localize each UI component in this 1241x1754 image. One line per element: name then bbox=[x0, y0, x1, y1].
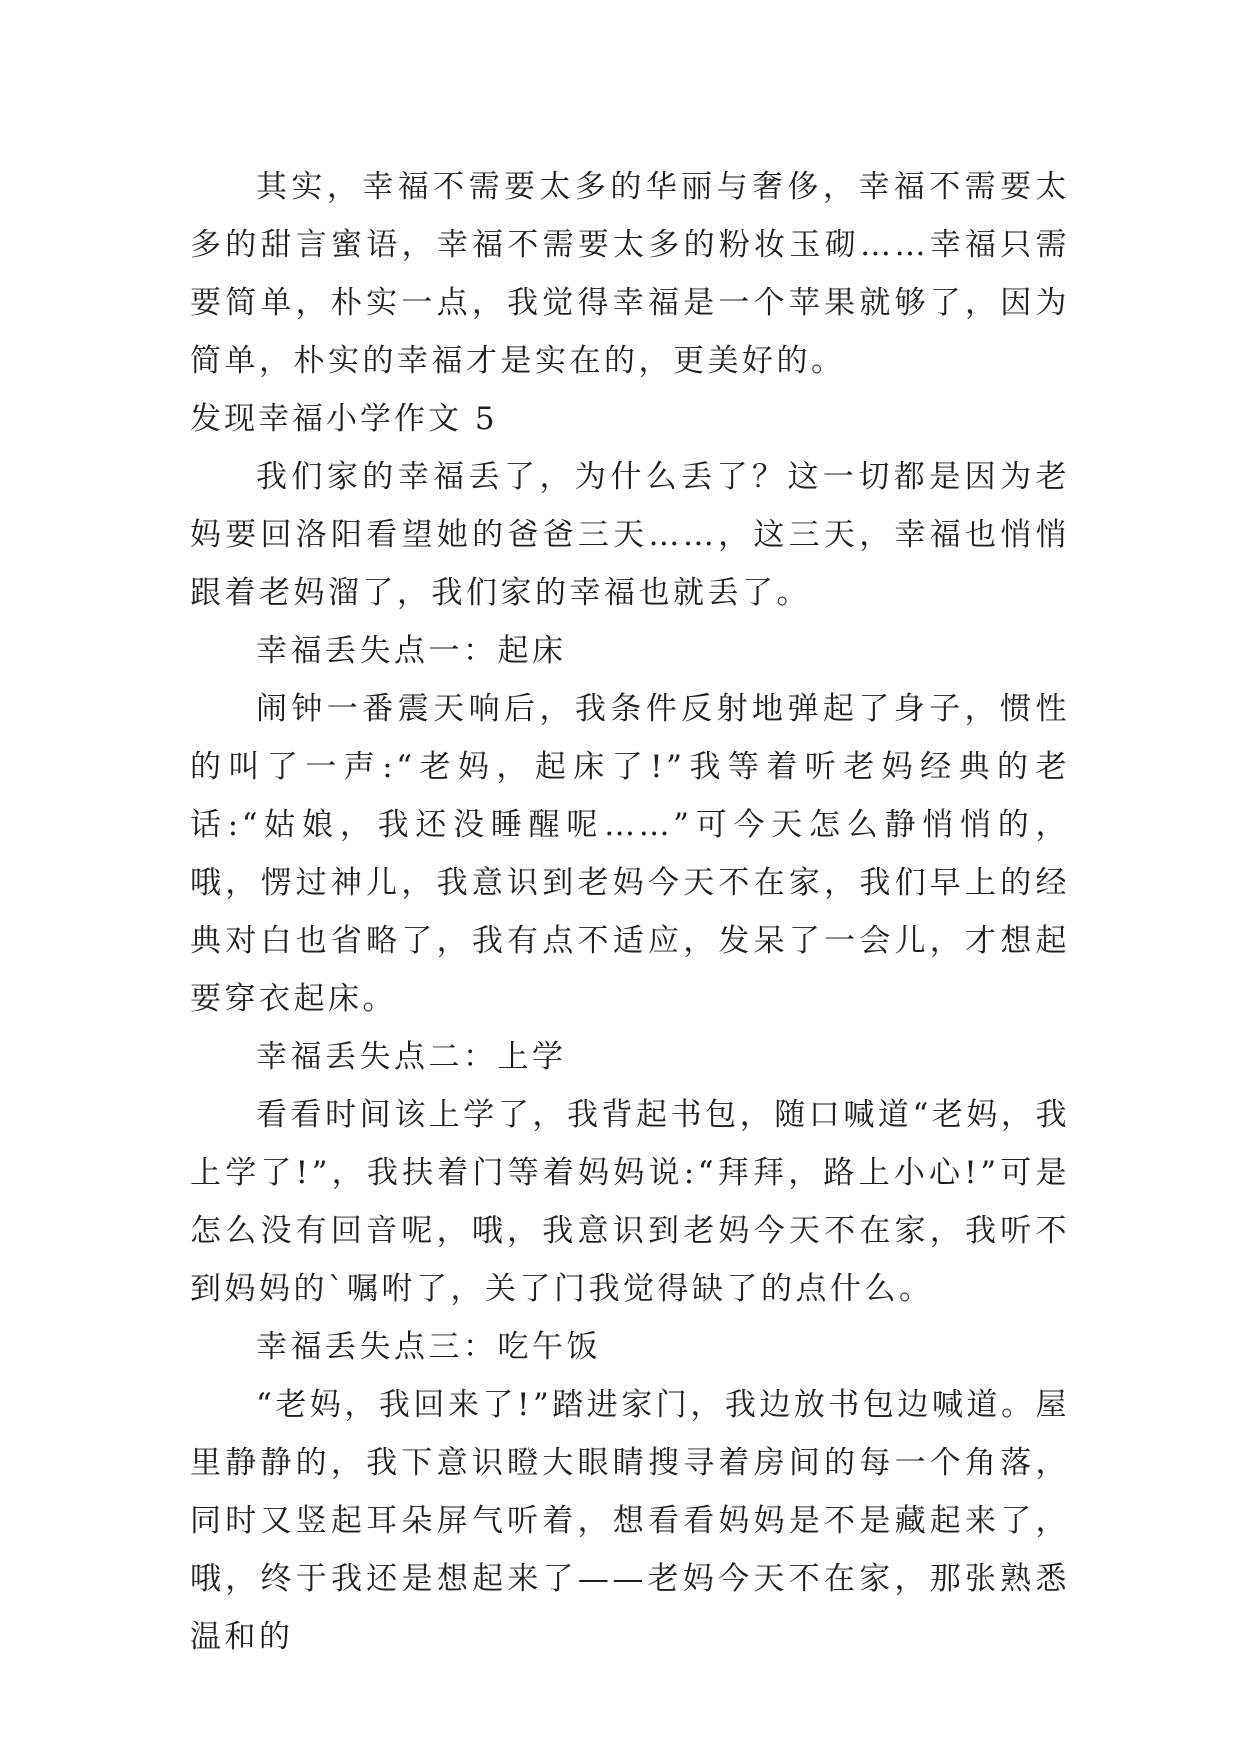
section-heading-lunch: 幸福丢失点三：吃午饭 bbox=[256, 1329, 601, 1365]
section-heading-get-up: 幸福丢失点一：起床 bbox=[256, 633, 567, 669]
paragraph-happiness-simple: 其实，幸福不需要太多的华丽与奢侈，幸福不需要太多的甜言蜜语，幸福不需要太多的粉妆玉砌……幸福只需要简单，朴实一点，我觉得幸福是一个苹果就够了，因为简单，朴实的幸福才是实在的，更美好的。 bbox=[190, 169, 1070, 379]
document-body bbox=[190, 158, 1070, 1666]
essay-title: 发现幸福小学作文 5 bbox=[190, 401, 498, 437]
section-heading-school: 幸福丢失点二：上学 bbox=[256, 1039, 567, 1075]
paragraph-lunch: “老妈，我回来了!”踏进家门，我边放书包边喊道。屋里静静的，我下意识瞪大眼睛搜寻着房间的每一个角落，同时又竖起耳朵屏气听着，想看看妈妈是不是藏起来了，哦，终于我还是想起来了——老妈今天不在家，那张熟悉温和的 bbox=[190, 1387, 1070, 1655]
paragraph-school: 看看时间该上学了，我背起书包，随口喊道“老妈，我上学了!”，我扶着门等着妈妈说:“拜拜，路上小心!”可是怎么没有回音呢，哦，我意识到老妈今天不在家，我听不到妈妈的`嘱咐了，关了门我觉得缺了的点什么。 bbox=[190, 1097, 1070, 1307]
paragraph-get-up: 闹钟一番震天响后，我条件反射地弹起了身子，惯性的叫了一声:“老妈，起床了!”我等着听老妈经典的老话:“姑娘，我还没睡醒呢……”可今天怎么静悄悄的，哦，愣过神儿，我意识到老妈今天不在家，我们早上的经典对白也省略了，我有点不适应，发呆了一会儿，才想起要穿衣起床。 bbox=[190, 691, 1070, 1017]
paragraph-intro-lost-happiness: 我们家的幸福丢了，为什么丢了？这一切都是因为老妈要回洛阳看望她的爸爸三天……，这三天，幸福也悄悄跟着老妈溜了，我们家的幸福也就丢了。 bbox=[190, 459, 1070, 611]
